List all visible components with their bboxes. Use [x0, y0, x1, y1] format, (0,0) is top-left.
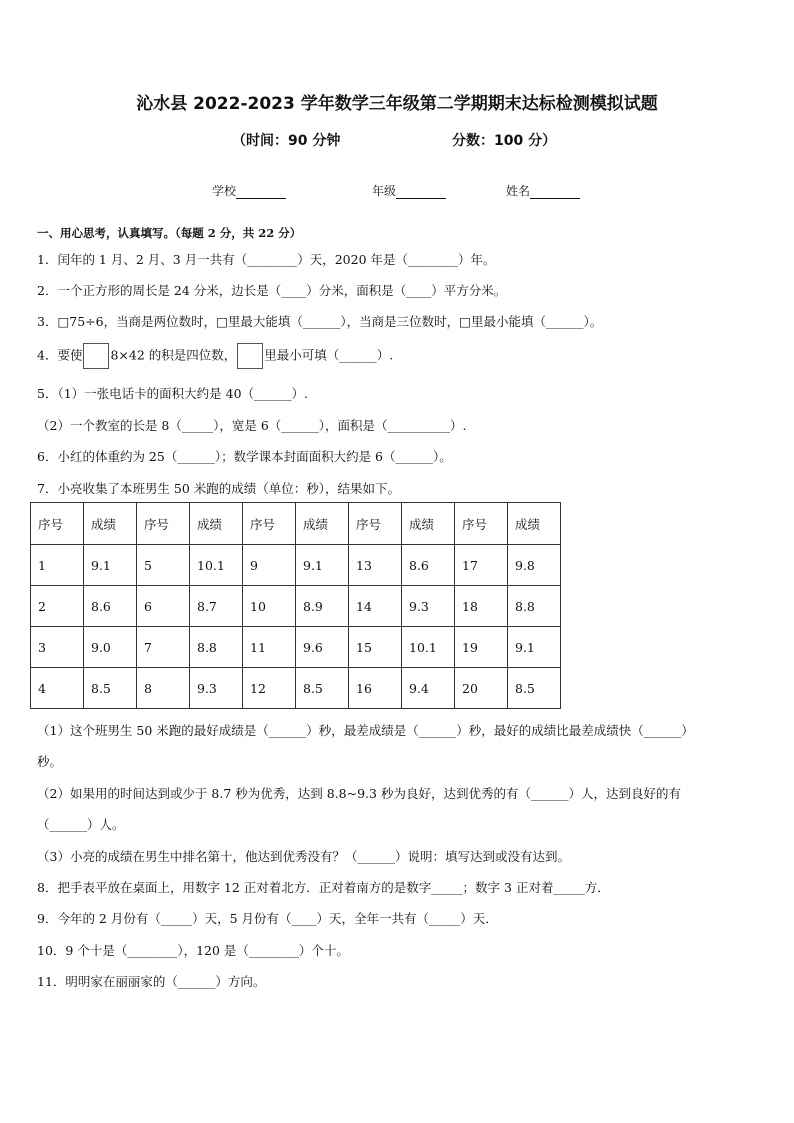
- table-cell: 8.6: [84, 586, 137, 627]
- table-cell: 8.5: [84, 668, 137, 709]
- table-cell: 8.5: [508, 668, 561, 709]
- table-cell: 9.1: [296, 545, 349, 586]
- question-7-2: （2）如果用的时间达到或少于 8.7 秒为优秀，达到 8.8~9.3 秒为良好，达到优秀的有（______）人，达到良好的有: [37, 786, 681, 801]
- table-cell: 5: [137, 545, 190, 586]
- question-8: 8．把手表平放在桌面上，用数字 12 正对着北方．正对着南方的是数字_____；数字 3 正对着_____方．: [37, 880, 610, 895]
- section-heading: 一、用心思考，认真填写。（每题 2 分，共 22 分）: [37, 226, 302, 240]
- name-field[interactable]: [506, 182, 580, 199]
- table-cell: 8.8: [190, 627, 243, 668]
- table-cell: 4: [31, 668, 84, 709]
- grade-field[interactable]: [372, 182, 446, 199]
- table-row: [31, 545, 561, 586]
- question-7-1: （1）这个班男生 50 米跑的最好成绩是（______）秒，最差成绩是（______）秒，最好的成绩比最差成绩快（______）: [37, 723, 694, 738]
- table-cell: 10: [243, 586, 296, 627]
- question-4-part-c: 里最小可填（______）.: [264, 347, 394, 363]
- question-7-1-cont: 秒。: [37, 754, 63, 769]
- question-4-part-a: 4．要使: [37, 347, 83, 363]
- table-cell: 9.3: [402, 586, 455, 627]
- table-cell: 9.0: [84, 627, 137, 668]
- table-header-cell: 序号: [137, 503, 190, 545]
- question-5-1: 5．（1）一张电话卡的面积大约是 40（______）.: [37, 386, 309, 401]
- table-cell: 6: [137, 586, 190, 627]
- table-cell: 7: [137, 627, 190, 668]
- grade-label: 年级: [372, 184, 397, 198]
- table-cell: 8.7: [190, 586, 243, 627]
- table-cell: 8.5: [296, 668, 349, 709]
- table-header-cell: 成绩: [402, 503, 455, 545]
- table-header-cell: 序号: [243, 503, 296, 545]
- table-cell: 8: [137, 668, 190, 709]
- table-cell: 13: [349, 545, 402, 586]
- table-cell: 10.1: [402, 627, 455, 668]
- question-10: 10．9 个十是（________），120 是（________）个十。: [37, 943, 349, 958]
- table-cell: 9.8: [508, 545, 561, 586]
- name-label: 姓名: [506, 184, 531, 198]
- table-header-cell: 成绩: [296, 503, 349, 545]
- question-11: 11．明明家在丽丽家的（______）方向。: [37, 974, 266, 989]
- question-4-part-b: 8×42 的积是四位数，: [110, 347, 237, 363]
- table-cell: 8.6: [402, 545, 455, 586]
- table-cell: 9.1: [84, 545, 137, 586]
- answer-box[interactable]: [83, 343, 109, 369]
- time-limit: （时间：90 分钟: [232, 133, 341, 149]
- question-1: 1．闰年的 1 月、2 月、3 月一共有（________）天，2020 年是（________）年。: [37, 252, 496, 267]
- table-header-cell: 成绩: [508, 503, 561, 545]
- table-header-cell: 序号: [31, 503, 84, 545]
- table-cell: 9.1: [508, 627, 561, 668]
- question-2: 2．一个正方形的周长是 24 分米，边长是（____）分米，面积是（____）平方分米。: [37, 283, 507, 298]
- table-row: [31, 668, 561, 709]
- question-6: 6．小红的体重约为 25（______）；数学课本封面面积大约是 6（______）。: [37, 449, 452, 464]
- name-blank[interactable]: [530, 186, 580, 199]
- table-header-cell: 成绩: [84, 503, 137, 545]
- question-3: 3．□75÷6，当商是两位数时，□里最大能填（______），当商是三位数时，□里最小能填（______）。: [37, 314, 603, 329]
- question-4: [37, 343, 393, 369]
- table-header-cell: 序号: [349, 503, 402, 545]
- table-cell: 9.4: [402, 668, 455, 709]
- table-header-cell: 成绩: [190, 503, 243, 545]
- table-cell: 16: [349, 668, 402, 709]
- table-cell: 8.8: [508, 586, 561, 627]
- table-cell: 8.9: [296, 586, 349, 627]
- scores-table: [30, 502, 561, 709]
- grade-blank[interactable]: [396, 186, 446, 199]
- table-cell: 20: [455, 668, 508, 709]
- table-cell: 9.3: [190, 668, 243, 709]
- school-label: 学校: [212, 184, 237, 198]
- table-header-cell: 序号: [455, 503, 508, 545]
- table-cell: 9.6: [296, 627, 349, 668]
- table-cell: 9: [243, 545, 296, 586]
- question-9: 9．今年的 2 月份有（_____）天，5 月份有（____）天，全年一共有（_____）天．: [37, 911, 498, 926]
- table-cell: 3: [31, 627, 84, 668]
- question-7-3: （3）小亮的成绩在男生中排名第十，他达到优秀没有？（______）说明：填写达到或没有达到。: [37, 849, 570, 864]
- table-cell: 18: [455, 586, 508, 627]
- question-7: 7．小亮收集了本班男生 50 米跑的成绩（单位：秒），结果如下。: [37, 481, 401, 496]
- table-cell: 11: [243, 627, 296, 668]
- table-cell: 17: [455, 545, 508, 586]
- school-blank[interactable]: [236, 186, 286, 199]
- table-row: [31, 586, 561, 627]
- table-cell: 15: [349, 627, 402, 668]
- table-cell: 14: [349, 586, 402, 627]
- table-cell: 12: [243, 668, 296, 709]
- answer-box[interactable]: [237, 343, 263, 369]
- table-cell: 10.1: [190, 545, 243, 586]
- page-title: 沁水县 2022-2023 学年数学三年级第二学期期末达标检测模拟试题: [136, 94, 658, 114]
- table-cell: 2: [31, 586, 84, 627]
- table-cell: 19: [455, 627, 508, 668]
- total-score: 分数：100 分）: [452, 133, 557, 149]
- table-row: [31, 627, 561, 668]
- table-cell: 1: [31, 545, 84, 586]
- question-5-2: （2）一个教室的长是 8（_____），宽是 6（______），面积是（__________）.: [37, 418, 467, 433]
- question-7-2-cont: （______）人。: [37, 817, 125, 832]
- school-field[interactable]: [212, 182, 286, 199]
- table-header-row: [31, 503, 561, 545]
